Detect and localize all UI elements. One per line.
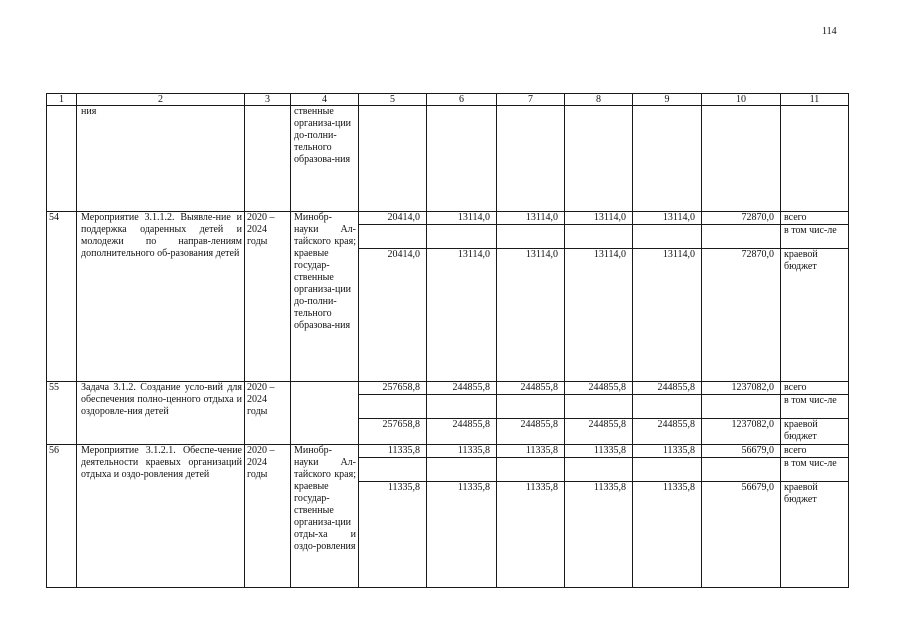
source-label: краевой бюджет [781, 419, 849, 445]
header-cell: 2 [77, 94, 245, 106]
value-cell: 13114,0 [565, 249, 633, 382]
value-cell: 72870,0 [702, 249, 781, 382]
row-number: 55 [47, 382, 77, 445]
table-row [47, 445, 849, 458]
value-cell: 20414,0 [359, 212, 427, 225]
page-number: 114 [822, 26, 837, 37]
value-cell: 13114,0 [427, 212, 497, 225]
value-cell: 244855,8 [497, 382, 565, 395]
value-cell: 13114,0 [497, 212, 565, 225]
value-cell: 20414,0 [359, 249, 427, 382]
row-name: Мероприятие 3.1.2.1. Обеспе-чение деятельности краевых организаций отдыха и оздо-ровления детей [77, 445, 245, 588]
header-cell: 5 [359, 94, 427, 106]
value-cell: 1237082,0 [702, 419, 781, 445]
continuation-name: ния [77, 106, 245, 212]
value-cell: 11335,8 [359, 482, 427, 588]
value-cell: 56679,0 [702, 482, 781, 588]
row-executor: Минобр-науки Ал-тайского края; краевые государ-ственные организа-ции отды-ха и оздо-ровления [291, 445, 359, 588]
header-cell: 10 [702, 94, 781, 106]
value-cell: 11335,8 [565, 445, 633, 458]
row-period: 2020 – 2024 годы [245, 382, 291, 445]
continuation-executor: ственные организа-ции до-полни-тельного образова-ния [291, 106, 359, 212]
header-cell: 9 [633, 94, 702, 106]
value-cell: 244855,8 [633, 419, 702, 445]
source-label: всего [781, 445, 849, 458]
value-cell: 13114,0 [633, 249, 702, 382]
value-cell: 13114,0 [497, 249, 565, 382]
value-cell: 11335,8 [427, 445, 497, 458]
row-name: Задача 3.1.2. Создание усло-вий для обеспечения полно-ценного отдыха и оздоровле-ния детей [77, 382, 245, 445]
row-number: 56 [47, 445, 77, 588]
row-executor [291, 382, 359, 445]
table-row [47, 212, 849, 225]
value-cell: 11335,8 [427, 482, 497, 588]
continuation-row [47, 106, 849, 212]
row-period: 2020 – 2024 годы [245, 212, 291, 382]
budget-table [46, 93, 849, 588]
source-label: краевой бюджет [781, 249, 849, 382]
header-cell: 7 [497, 94, 565, 106]
value-cell: 72870,0 [702, 212, 781, 225]
value-cell: 244855,8 [565, 419, 633, 445]
header-row [47, 94, 849, 106]
value-cell: 1237082,0 [702, 382, 781, 395]
value-cell: 11335,8 [633, 445, 702, 458]
row-period: 2020 – 2024 годы [245, 445, 291, 588]
value-cell: 244855,8 [633, 382, 702, 395]
source-label: в том чис-ле [781, 395, 849, 419]
header-cell: 4 [291, 94, 359, 106]
header-cell: 11 [781, 94, 849, 106]
table-row [47, 382, 849, 395]
header-cell: 6 [427, 94, 497, 106]
value-cell: 11335,8 [359, 445, 427, 458]
value-cell: 13114,0 [565, 212, 633, 225]
header-cell: 1 [47, 94, 77, 106]
value-cell: 244855,8 [565, 382, 633, 395]
row-executor: Минобр-науки Ал-тайского края; краевые государ-ственные организа-ции до-полни-тельного образова-ния [291, 212, 359, 382]
source-label: в том чис-ле [781, 458, 849, 482]
header-cell: 3 [245, 94, 291, 106]
value-cell: 11335,8 [633, 482, 702, 588]
source-label: краевой бюджет [781, 482, 849, 588]
value-cell: 257658,8 [359, 419, 427, 445]
value-cell: 56679,0 [702, 445, 781, 458]
value-cell: 13114,0 [633, 212, 702, 225]
value-cell: 11335,8 [497, 482, 565, 588]
source-label: всего [781, 212, 849, 225]
value-cell: 11335,8 [497, 445, 565, 458]
value-cell: 13114,0 [427, 249, 497, 382]
value-cell: 257658,8 [359, 382, 427, 395]
value-cell: 244855,8 [427, 419, 497, 445]
value-cell: 244855,8 [427, 382, 497, 395]
value-cell: 11335,8 [565, 482, 633, 588]
source-label: в том чис-ле [781, 225, 849, 249]
value-cell: 244855,8 [497, 419, 565, 445]
header-cell: 8 [565, 94, 633, 106]
source-label: всего [781, 382, 849, 395]
row-number: 54 [47, 212, 77, 382]
row-name: Мероприятие 3.1.1.2. Выявле-ние и поддержка одаренных детей и молодежи по направ-лениям дополнительного об-разования детей [77, 212, 245, 382]
